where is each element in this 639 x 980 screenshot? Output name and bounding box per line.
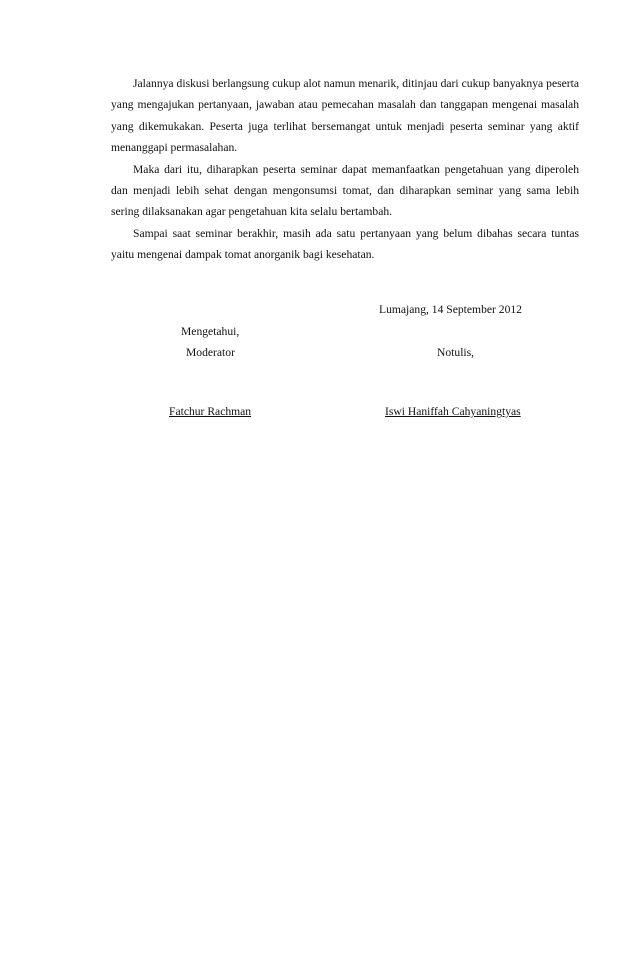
notulis-role: Notulis, xyxy=(437,346,475,359)
paragraph-discussion: Jalannya diskusi berlangsung cukup alot namun menarik, ditinjau dari cukup banyaknya peserta yang mengajukan pertanyaan, jawaban atau pemecahan masalah dan tanggapan mengenai masalah yang dikemukakan. Peserta juga terlihat bersemangat untuk menjadi peserta seminar yang aktif menanggapi permasalahan. xyxy=(111,77,579,155)
document-body xyxy=(111,73,579,266)
paragraph-hope: Maka dari itu, diharapkan peserta seminar dapat memanfaatkan pengetahuan yang diperoleh dan menjadi lebih sehat dengan mengonsumsi tomat, dan diharapkan seminar yang sama lebih sering dilaksanakan agar pengetahuan kita selalu bertambah. xyxy=(111,162,579,219)
notulis-name: Iswi Haniffah Cahyaningtyas xyxy=(385,405,521,418)
acknowledged-label: Mengetahui, xyxy=(181,325,240,338)
place-date: Lumajang, 14 September 2012 xyxy=(379,303,522,316)
moderator-role: Moderator xyxy=(186,346,235,359)
moderator-name: Fatchur Rachman xyxy=(169,405,252,418)
paragraph-remaining-question: Sampai saat seminar berakhir, masih ada satu pertanyaan yang belum dibahas secara tuntas yaitu mengenai dampak tomat anorganik bagi kesehatan. xyxy=(111,226,579,262)
